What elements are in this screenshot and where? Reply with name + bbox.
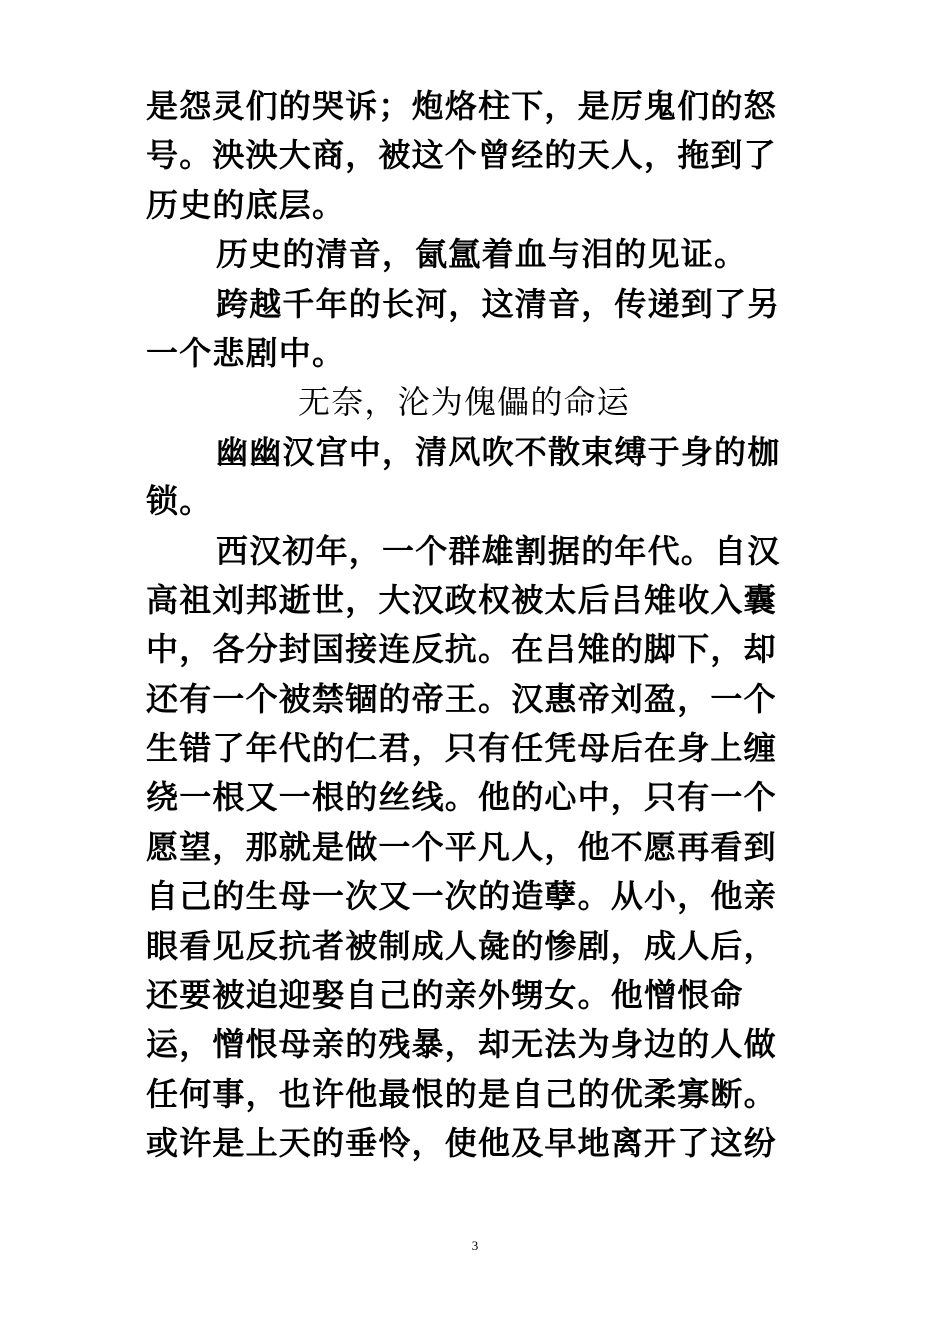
text-line: 锁。 <box>146 482 213 521</box>
text-line: 自己的生母一次又一次的造孽。从小，他亲 <box>146 877 777 916</box>
text-line: 是怨灵们的哭诉；炮烙柱下，是厉鬼们的怒 <box>146 87 777 125</box>
text-line: 眼看见反抗者被制成人彘的惨剧，成人后， <box>146 926 777 965</box>
text-line: 任何事，也许他最恨的是自己的优柔寡断。 <box>146 1074 777 1113</box>
text-line: 愿望，那就是做一个平凡人，他不愿再看到 <box>146 827 777 866</box>
text-line: 还要被迫迎娶自己的亲外甥女。他憎恨命 <box>146 976 744 1015</box>
text-line: 高祖刘邦逝世，大汉政权被太后吕雉收入囊 <box>146 580 777 619</box>
text-line: 还有一个被禁锢的帝王。汉惠帝刘盈，一个 <box>146 679 777 718</box>
text-line: 号。泱泱大商，被这个曾经的天人，拖到了 <box>146 136 777 175</box>
text-line: 或许是上天的垂怜，使他及早地离开了这纷 <box>146 1124 777 1163</box>
text-line: 历史的清音，氤氲着血与泪的见证。 <box>216 235 748 274</box>
text-line: 跨越千年的长河，这清音，传递到了另 <box>216 284 781 323</box>
page-number: 3 <box>471 1238 479 1253</box>
text-line: 生错了年代的仁君，只有任凭母后在身上缠 <box>146 729 777 768</box>
body-text <box>146 82 814 1169</box>
text-line: 幽幽汉宫中，清风吹不散束缚于身的枷 <box>216 432 781 471</box>
text-line: 历史的底层。 <box>146 185 346 224</box>
text-line: 绕一根又一根的丝线。他的心中，只有一个 <box>146 778 777 817</box>
section-heading: 无奈，沦为傀儡的命运 <box>298 383 631 422</box>
text-line: 一个悲剧中。 <box>146 333 346 372</box>
text-line: 运，憎恨母亲的残暴，却无法为身边的人做 <box>146 1025 777 1064</box>
text-line: 西汉初年，一个群雄割据的年代。自汉 <box>216 531 781 570</box>
text-line: 中，各分封国接连反抗。在吕雉的脚下，却 <box>146 630 777 669</box>
